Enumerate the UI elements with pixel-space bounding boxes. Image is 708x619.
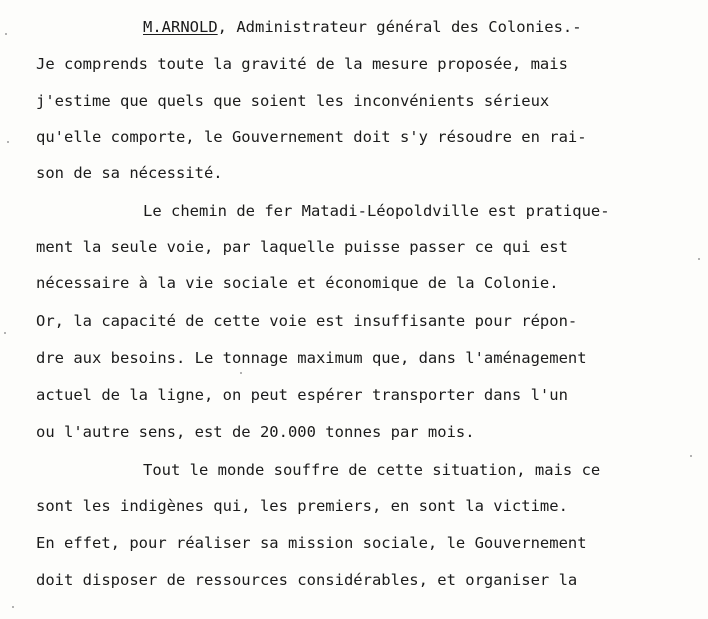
text-line: qu'elle comporte, le Gouvernement doit s'y résoudre en rai- <box>36 128 587 146</box>
speaker-line <box>143 17 582 37</box>
text-line: Je comprends toute la gravité de la mesure proposée, mais <box>36 55 568 73</box>
text-line: ment la seule voie, par laquelle puisse passer ce qui est <box>36 238 568 256</box>
text-line: doit disposer de ressources considérables, et organiser la <box>36 571 578 589</box>
text-line: j'estime que quels que soient les inconvénients sérieux <box>36 92 550 110</box>
text-line: En effet, pour réaliser sa mission sociale, le Gouvernement <box>36 534 587 552</box>
paper-speck <box>690 455 692 457</box>
text-line: Tout le monde souffre de cette situation, mais ce <box>143 461 601 479</box>
text-line: dre aux besoins. Le tonnage maximum que, dans l'aménagement <box>36 349 587 367</box>
paper-speck <box>7 141 9 143</box>
paper-speck <box>5 33 7 35</box>
paper-speck <box>12 606 14 608</box>
text-line: nécessaire à la vie sociale et économique de la Colonie. <box>36 274 559 292</box>
text-line: sont les indigènes qui, les premiers, en sont la victime. <box>36 497 568 515</box>
speaker-title: , Administrateur général des Colonies.- <box>217 18 582 36</box>
paper-speck <box>4 332 6 334</box>
paper-speck <box>240 372 242 374</box>
text-line: actuel de la ligne, on peut espérer transporter dans l'un <box>36 386 568 404</box>
text-line: son de sa nécessité. <box>36 164 223 182</box>
text-line: Le chemin de fer Matadi-Léopoldville est pratique- <box>143 202 610 220</box>
paper-speck <box>698 258 700 260</box>
speaker-name: M.ARNOLD <box>143 18 218 36</box>
text-line: Or, la capacité de cette voie est insuffisante pour répon- <box>36 312 578 330</box>
text-line: ou l'autre sens, est de 20.000 tonnes par mois. <box>36 423 475 441</box>
